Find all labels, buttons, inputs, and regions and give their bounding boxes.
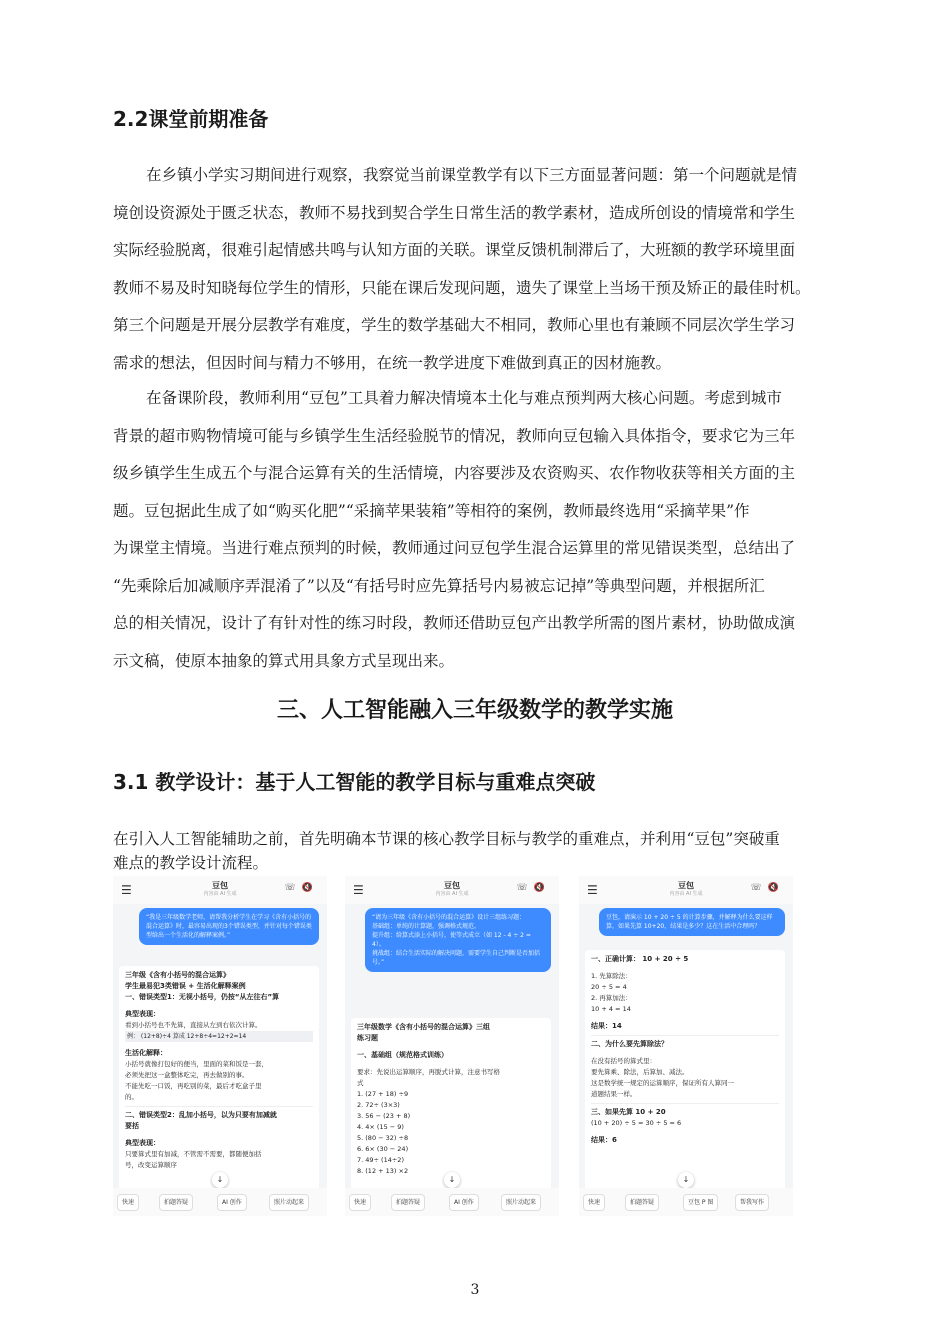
- text-line: 教师不易及时知晓每位学生的情形，只能在课后发现问题，遗失了课堂上当场干预及矫正的最佳时机。: [113, 278, 811, 297]
- menu-icon[interactable]: ☰: [121, 883, 132, 897]
- response-section: 一、错误类型1：无视小括号，仍按“从左往右”算: [125, 993, 280, 1001]
- exercise-item: 6. 6× (30 − 24): [357, 1145, 409, 1153]
- text-line: 难点的教学设计流程。: [113, 854, 269, 872]
- response-title: 三年级《含有小括号的混合运算》: [125, 971, 230, 979]
- response-label: 典型表现：: [125, 1139, 160, 1147]
- phone-screenshot-exercises: [345, 876, 559, 1216]
- text-line: 在引入人工智能辅助之前，首先明确本节课的核心教学目标与教学的重难点，并利用“豆包”突破重: [113, 830, 780, 848]
- app-subtitle: 内容由 AI 生成: [435, 891, 469, 897]
- app-subtitle: 内容由 AI 生成: [669, 891, 703, 897]
- text-line: 需求的想法，但因时间与精力不够用，在统一教学进度下难做到真正的因材施教。: [113, 353, 672, 372]
- response-line: 式: [357, 1079, 364, 1087]
- quick-action-bar: [579, 1188, 793, 1216]
- text-line: 总的相关情况，设计了有针对性的练习时段，教师还借助豆包产出教学所需的图片素材，协助做成演: [113, 614, 796, 632]
- photo-qa-chip[interactable]: 拍题答疑: [625, 1194, 659, 1211]
- paragraph-lesson-preparation: [113, 380, 861, 680]
- paragraph-teaching-design-intro: [113, 827, 861, 875]
- response-line: 道题结果一样。: [591, 1090, 637, 1098]
- call-mute-icons[interactable]: ☏🔇: [750, 883, 785, 893]
- response-section: 一、基础组（规范格式训练）: [357, 1051, 448, 1059]
- response-label: 典型表现：: [125, 1010, 160, 1018]
- app-header: [113, 876, 327, 904]
- user-prompt-bubble: “我是三年级数学老师，请帮我分析学生在学习《含有小括号的混合运算》时，最容易出现的3个错误类型，并针对每个错误类型给出一个生活化的解释案例。”: [139, 908, 319, 945]
- response-line: 在没有括号的算式里：: [591, 1057, 656, 1065]
- app-header: [579, 876, 793, 904]
- scroll-down-icon[interactable]: ↓: [212, 1172, 228, 1188]
- text-line: 在备课阶段，教师利用“豆包”工具着力解决情境本土化与难点预判两大核心问题。考虑到城市: [146, 389, 782, 407]
- call-mute-icons[interactable]: ☏🔇: [284, 883, 319, 893]
- exercise-item: 3. 56 − (23 + 8): [357, 1112, 411, 1120]
- user-prompt-bubble: “请为三年级《含有小括号的混合运算》设计三组练习题： 基础组：单纯的计算题，强调格式规范。 提升组：给算式添上小括号，使等式成立（如 12 - 4 ÷ 2 = 4）。 挑战组：结合生活实际的解决问题，需要学生自己判断是否加括号。”: [365, 908, 551, 972]
- writing-help-chip[interactable]: 帮我写作: [735, 1194, 769, 1211]
- response-line: 20 ÷ 5 = 4: [591, 983, 627, 991]
- app-header: [345, 876, 559, 904]
- response-line: 不能先吃一口饭，再吃别的菜，最后才吃盒子里: [125, 1082, 262, 1090]
- call-mute-icons[interactable]: ☏🔇: [516, 883, 551, 893]
- section-heading-2-2: 2.2课堂前期准备: [113, 107, 269, 131]
- response-line: (10 + 20) ÷ 5 = 30 ÷ 5 = 6: [591, 1119, 682, 1127]
- menu-icon[interactable]: ☰: [587, 883, 598, 897]
- response-title: 三年级数学《含有小括号的混合运算》三组: [357, 1023, 490, 1031]
- response-line: 10 + 4 = 14: [591, 1005, 631, 1013]
- app-subtitle: 内容由 AI 生成: [203, 891, 237, 897]
- response-subtitle: 学生最易犯3类错误 + 生活化解释案例: [125, 982, 246, 990]
- text-line: 第三个问题是开展分层教学有难度，学生的数学基础大不相同，教师心里也有兼顾不同层次学生学习: [113, 316, 796, 334]
- doubao-screenshots: [113, 876, 813, 1216]
- response-title: 练习题: [357, 1034, 378, 1042]
- text-line: 实际经验脱离，很难引起情感共鸣与认知方面的关联。课堂反馈机制滞后了，大班额的教学环境里面: [113, 241, 796, 259]
- response-label: 生活化解释：: [125, 1049, 167, 1057]
- app-title: 豆包: [444, 881, 460, 890]
- ai-create-chip[interactable]: AI 创作: [217, 1194, 247, 1211]
- user-prompt-bubble: 豆包，请演示 10 + 20 ÷ 5 的计算步骤，并解释为什么要这样算，如果先算 10+20，结果是多少？这在生活中合理吗？: [599, 908, 785, 936]
- response-line: 号，改变运算顺序: [125, 1161, 177, 1169]
- quick-action-bar: [113, 1188, 327, 1216]
- exercise-item: 8. (12 + 13) ×2: [357, 1167, 409, 1175]
- response-section: 要括: [125, 1122, 139, 1130]
- exercise-item: 7. 49÷ (14÷2): [357, 1156, 404, 1164]
- exercise-item: 2. 72÷ (3×3): [357, 1101, 400, 1109]
- photo-edit-chip[interactable]: 豆包 P 图: [683, 1194, 718, 1211]
- quick-chip[interactable]: 快速: [583, 1194, 605, 1211]
- response-result: 结果：6: [591, 1136, 617, 1144]
- section-heading-3-1: 3.1 教学设计：基于人工智能的教学目标与重难点突破: [113, 770, 596, 794]
- text-line: 境创设资源处于匮乏状态，教师不易找到契合学生日常生活的教学素材，造成所创设的情境常和学生: [113, 203, 796, 222]
- quick-action-bar: [345, 1188, 559, 1216]
- ai-response-card: [585, 950, 785, 1202]
- exercise-item: 5. (80 − 32) ÷8: [357, 1134, 409, 1142]
- paragraph-classroom-problems: [113, 157, 861, 382]
- response-line: 小括号就像打包好的便当，里面的菜和饭是一套，: [125, 1060, 268, 1068]
- exercise-item: 1. (27 + 18) ÷9: [357, 1090, 409, 1098]
- response-line: 例： (12+8)÷4 算成 12+8÷4=12+2=14: [125, 1031, 313, 1042]
- menu-icon[interactable]: ☰: [353, 883, 364, 897]
- scroll-down-icon[interactable]: ↓: [678, 1172, 694, 1188]
- response-line: 1. 先算除法：: [591, 972, 632, 980]
- phone-screenshot-calculation-demo: [579, 876, 793, 1216]
- exercise-item: 4. 4× (15 − 9): [357, 1123, 404, 1131]
- text-line: 为课堂主情境。当进行难点预判的时候，教师通过问豆包学生混合运算里的常见错误类型，总结出了: [113, 539, 796, 557]
- text-line: 背景的超市购物情境可能与乡镇学生生活经验脱节的情况，教师向豆包输入具体指令，要求它为三年: [113, 426, 796, 445]
- text-line: “先乘除后加减顺序弄混淆了”以及“有括号时应先算括号内易被忘记掉”等典型问题，并根据所汇: [113, 576, 765, 595]
- scroll-down-icon[interactable]: ↓: [444, 1172, 460, 1188]
- app-title: 豆包: [212, 881, 228, 890]
- photo-animate-chip[interactable]: 照片动起来: [501, 1194, 541, 1211]
- response-result: 结果：14: [591, 1022, 622, 1030]
- ai-create-chip[interactable]: AI 创作: [449, 1194, 479, 1211]
- quick-chip[interactable]: 快速: [117, 1194, 139, 1211]
- response-line: 的。: [125, 1093, 138, 1101]
- phone-screenshot-error-analysis: [113, 876, 327, 1216]
- response-line: 2. 再算加法：: [591, 994, 632, 1002]
- ai-response-card: [119, 966, 319, 1202]
- response-line: 这是数学统一规定的运算顺序，保证所有人算同一: [591, 1079, 734, 1087]
- photo-qa-chip[interactable]: 拍题答疑: [159, 1194, 193, 1211]
- photo-animate-chip[interactable]: 照片动起来: [269, 1194, 309, 1211]
- text-line: 在乡镇小学实习期间进行观察，我察觉当前课堂教学有以下三方面显著问题：第一个问题就是情: [146, 166, 798, 184]
- text-line: 示文稿，使原本抽象的算式用具象方式呈现出来。: [113, 651, 455, 670]
- response-section: 一、正确计算： 10 + 20 ÷ 5: [591, 955, 689, 963]
- response-line: 只要算式里有加减，不管需不需要，都随便加括: [125, 1150, 262, 1158]
- text-line: 级乡镇学生生成五个与混合运算有关的生活情境，内容要涉及农资购买、农作物收获等相关方面的主: [113, 464, 796, 482]
- response-section: 二、为什么要先算除法？: [591, 1040, 668, 1048]
- response-line: 要先算乘、除法，后算加、减法。: [591, 1068, 689, 1076]
- chapter-heading-3: 三、人工智能融入三年级数学的教学实施: [276, 698, 673, 723]
- photo-qa-chip[interactable]: 拍题答疑: [391, 1194, 425, 1211]
- page-number: 3: [470, 1282, 480, 1298]
- response-section: 二、错误类型2：乱加小括号，以为只要有加减就: [125, 1111, 277, 1119]
- text-line: 题。豆包据此生成了如“购买化肥”“采摘苹果装箱”等相符的案例，教师最终选用“采摘苹果”作: [113, 501, 750, 520]
- response-line: 必须先把这一盒整体吃完，再去做别的事。: [125, 1071, 249, 1079]
- quick-chip[interactable]: 快速: [349, 1194, 371, 1211]
- response-line: 要求：先说出运算顺序，再脱式计算，注意书写格: [357, 1068, 500, 1076]
- response-line: 看到小括号也不先算，直接从左到右依次计算。: [125, 1021, 262, 1029]
- app-title: 豆包: [678, 881, 694, 890]
- response-section: 三、如果先算 10 + 20: [591, 1108, 666, 1116]
